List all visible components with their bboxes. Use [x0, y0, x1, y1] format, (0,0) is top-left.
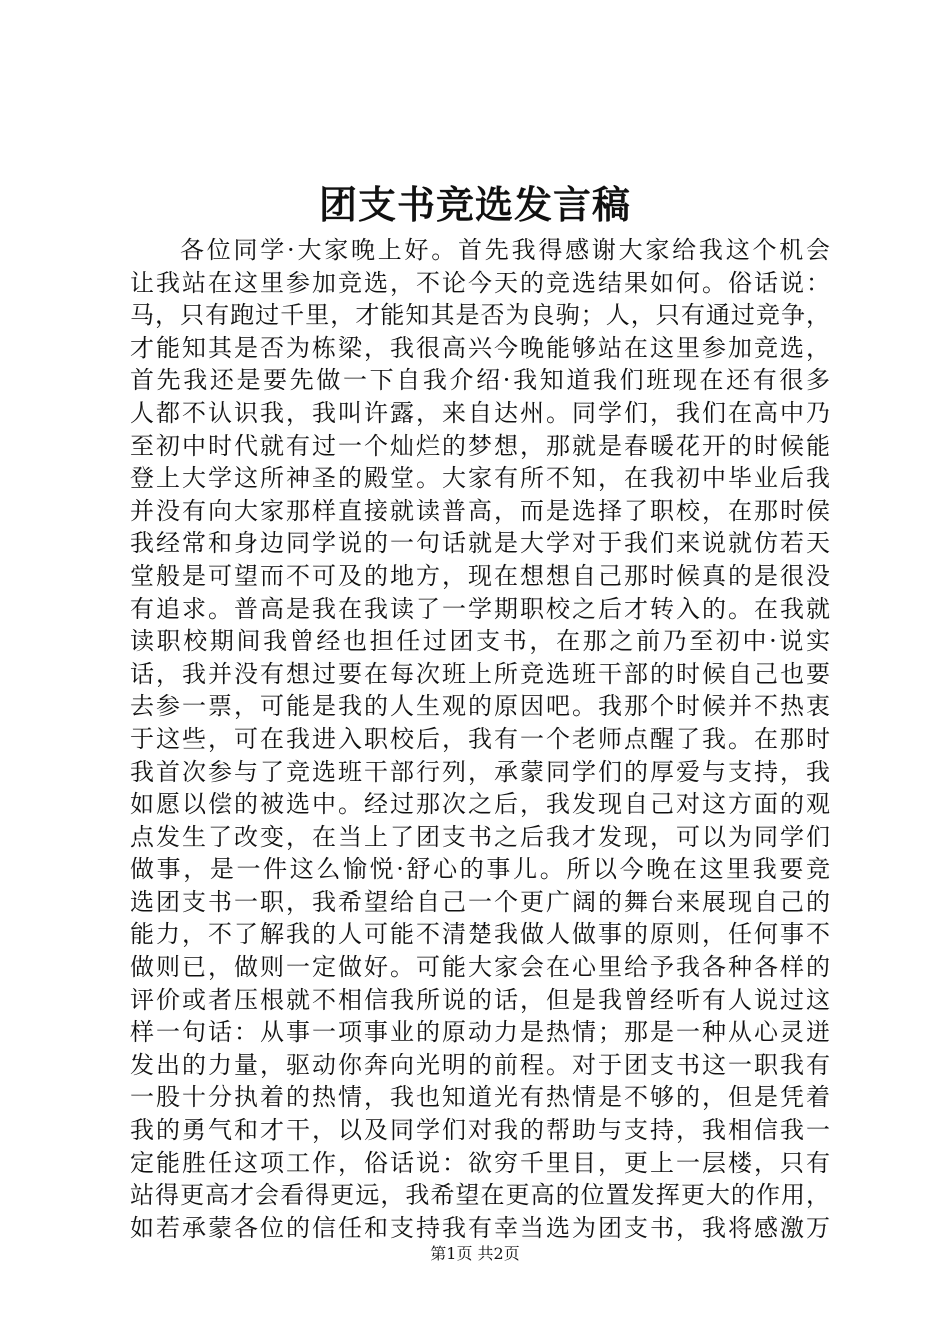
body-line: 我的勇气和才干，以及同学们对我的帮助与支持，我相信我一 [130, 1116, 830, 1145]
body-line: 如若承蒙各位的信任和支持我有幸当选为团支书，我将感激万 [130, 1213, 830, 1242]
body-line: 站得更高才会看得更远，我希望在更高的位置发挥更大的作用， [130, 1181, 830, 1210]
body-line: 话，我并没有想过要在每次班上所竞选班干部的时候自己也要 [130, 659, 830, 688]
page-footer: 第1页 共2页 [430, 1244, 520, 1263]
body-line: 让我站在这里参加竞选，不论今天的竞选结果如何。俗话说： [130, 268, 830, 297]
body-line: 人都不认识我，我叫许露，来自达州。同学们，我们在高中乃 [130, 398, 830, 427]
body-line: 定能胜任这项工作，俗话说：欲穷千里目，更上一层楼，只有 [130, 1148, 830, 1177]
body-line: 读职校期间我曾经也担任过团支书，在那之前乃至初中·说实 [130, 627, 830, 656]
body-line: 样一句话：从事一项事业的原动力是热情；那是一种从心灵迸 [130, 1018, 830, 1047]
body-line: 去参一票，可能是我的人生观的原因吧。我那个时候并不热衷 [130, 692, 830, 721]
body-line: 做则已，做则一定做好。可能大家会在心里给予我各种各样的 [130, 953, 830, 982]
body-line: 至初中时代就有过一个灿烂的梦想，那就是春暖花开的时候能 [130, 431, 830, 460]
body-line: 我经常和身边同学说的一句话就是大学对于我们来说就仿若天 [130, 529, 830, 558]
body-line: 于这些，可在我进入职校后，我有一个老师点醒了我。在那时 [130, 724, 830, 753]
body-line: 选团支书一职，我希望给自己一个更广阔的舞台来展现自己的 [130, 887, 830, 916]
body-line: 能力，不了解我的人可能不清楚我做人做事的原则，任何事不 [130, 920, 830, 949]
body-line: 做事，是一件这么愉悦·舒心的事儿。所以今晚在这里我要竞 [130, 855, 830, 884]
body-line: 评价或者压根就不相信我所说的话，但是我曾经听有人说过这 [130, 985, 830, 1014]
document-title: 团支书竞选发言稿 [318, 182, 631, 227]
body-line: 才能知其是否为栋梁，我很高兴今晚能够站在这里参加竞选， [130, 333, 830, 362]
body-line: 堂般是可望而不可及的地方，现在想想自己那时候真的是很没 [130, 561, 830, 590]
body-line: 各位同学·大家晚上好。首先我得感谢大家给我这个机会 [180, 236, 830, 264]
body-line: 我首次参与了竞选班干部行列，承蒙同学们的厚爱与支持，我 [130, 757, 830, 786]
body-line: 马，只有跑过千里，才能知其是否为良驹；人，只有通过竞争， [130, 301, 830, 330]
body-line: 如愿以偿的被选中。经过那次之后，我发现自己对这方面的观 [130, 790, 830, 819]
body-line: 有追求。普高是我在我读了一学期职校之后才转入的。在我就 [130, 594, 830, 623]
body-line: 点发生了改变，在当上了团支书之后我才发现，可以为同学们 [130, 822, 830, 851]
document-body [130, 234, 830, 1244]
body-line: 发出的力量，驱动你奔向光明的前程。对于团支书这一职我有 [130, 1050, 830, 1079]
body-line: 登上大学这所神圣的殿堂。大家有所不知，在我初中毕业后我 [130, 464, 830, 493]
body-line: 并没有向大家那样直接就读普高，而是选择了职校，在那时侯 [130, 496, 830, 525]
body-line: 首先我还是要先做一下自我介绍·我知道我们班现在还有很多 [130, 366, 830, 395]
body-line: 一股十分执着的热情，我也知道光有热情是不够的，但是凭着 [130, 1083, 830, 1112]
